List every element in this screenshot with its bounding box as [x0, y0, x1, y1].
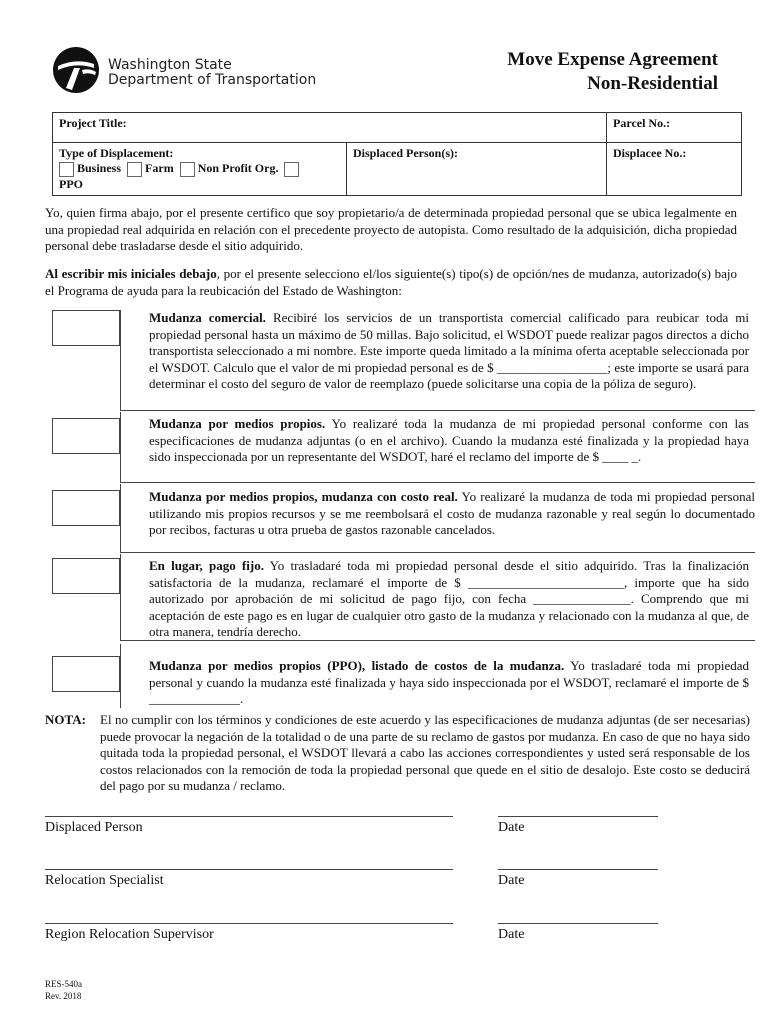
date-line-relocation-specialist[interactable] — [498, 869, 658, 870]
type-label: Type of Displacement: — [59, 146, 174, 160]
ppo-checkbox[interactable] — [284, 162, 299, 177]
project-info-table — [52, 112, 742, 196]
option-3-body: Yo realizaré la mudanza de toda mi propiedad personal utilizando mis propios recursos y se me reembolsará el costo de mudanza razonable y real según lo documentado por recibos, facturas u otra prueba de gastos razonable cancelados. — [149, 489, 755, 537]
option-2-title: Mudanza por medios propios. — [149, 416, 326, 431]
form-number: RES-540a — [45, 979, 82, 989]
option-4-body: Yo trasladaré toda mi propiedad personal desde el sitio adquirido. Tras la finalización satisfactoria de la mudanza, reclamaré el importe de $ ________________________, importe que ha sido autorizado por aprobación de mi solicitud de pago fijo, con fecha _______________. Comprendo que mi aceptación de este pago es en lugar de cualquier otro gasto de la mudanza y relacionado con la mudanza al que, de otra manera, tendría derecho. — [149, 558, 749, 639]
date-label: Date — [498, 820, 525, 835]
intro-paragraph: Yo, quien firma abajo, por el presente certifico que soy propietario/a de determinada propiedad personal que se ubica legalmente en una propiedad real adquirida en relación con el precedente proyecto de autopista. Como resultado de la adquisición, dicha propiedad personal debe trasladarse desde el sitio adquirido. — [45, 205, 737, 253]
parcel-no-label: Parcel No.: — [613, 116, 671, 130]
option-divider — [120, 554, 121, 640]
wsdot-logo-icon — [52, 46, 100, 94]
option-1-title: Mudanza comercial. — [149, 310, 266, 325]
option-5-text — [149, 658, 749, 708]
option-divider — [120, 484, 121, 552]
signature-line-region-supervisor[interactable] — [45, 923, 453, 924]
option-2-text — [149, 416, 749, 466]
date-line-region-supervisor[interactable] — [498, 923, 658, 924]
selection-paragraph — [45, 266, 737, 299]
initials-box-option-2[interactable] — [52, 418, 120, 454]
option-divider — [120, 310, 121, 410]
farm-label: Farm — [145, 161, 174, 175]
initials-box-option-4[interactable] — [52, 558, 120, 594]
displacee-no-label: Displacee No.: — [613, 146, 687, 160]
initials-box-option-1[interactable] — [52, 310, 120, 346]
option-divider — [120, 644, 121, 708]
non-profit-checkbox[interactable] — [180, 162, 195, 177]
date-label: Date — [498, 873, 525, 888]
ppo-label: PPO — [59, 176, 83, 191]
displaced-persons-field[interactable] — [347, 143, 607, 196]
selection-rest: , por el presente selecciono el/los siguiente(s) tipo(s) de opción/nes de mudanza, autorizado(s) bajo el Programa de ayuda para la reubicación del Estado de Washington: — [45, 266, 737, 298]
initials-box-option-3[interactable] — [52, 490, 120, 526]
business-label: Business — [77, 161, 122, 175]
option-3-text — [149, 489, 755, 539]
agency-line-2: Department of Transportation — [108, 72, 317, 88]
agency-name — [108, 58, 316, 88]
relocation-specialist-label: Relocation Specialist — [45, 873, 164, 888]
option-3-title: Mudanza por medios propios, mudanza con costo real. — [149, 489, 458, 504]
type-of-displacement-field — [53, 143, 347, 196]
displacee-no-field[interactable] — [607, 143, 742, 196]
selection-bold: Al escribir mis iniciales debajo — [45, 266, 217, 281]
agency-line-1: Washington State — [108, 57, 232, 73]
option-4-title: En lugar, pago fijo. — [149, 558, 264, 573]
option-divider — [120, 552, 755, 553]
signature-line-relocation-specialist[interactable] — [45, 869, 453, 870]
option-4-text — [149, 558, 749, 641]
form-revision: Rev. 2018 — [45, 991, 82, 1001]
parcel-no-field[interactable] — [607, 113, 742, 143]
option-1-text — [149, 310, 749, 393]
option-1-body: Recibiré los servicios de un transportista comercial calificado para reubicar toda mi propiedad personal hasta un máximo de 50 millas. Bajo solicitud, el WSDOT puede realizar pagos directos a dicho transportista seleccionado a mi nombre. Este importe queda limitado a la mínima oferta aceptable seleccionada por el WSDOT. Calculo que el valor de mi propiedad personal es de $ _________________; este importe se usará para determinar el costo del seguro de valor de reemplazo (puede solicitarse una copia de la póliza de seguro). — [149, 310, 749, 391]
option-divider — [120, 412, 121, 482]
option-divider — [120, 410, 755, 411]
nota-label: NOTA: — [45, 712, 86, 727]
option-5-title: Mudanza por medios propios (PPO), listado de costos de la mudanza. — [149, 658, 565, 673]
date-line-displaced-person[interactable] — [498, 816, 658, 817]
date-label: Date — [498, 927, 525, 942]
project-title-label: Project Title: — [59, 116, 127, 130]
business-checkbox[interactable] — [59, 162, 74, 177]
document-title — [507, 48, 718, 96]
title-line-1: Move Expense Agreement — [507, 49, 718, 70]
signature-line-displaced-person[interactable] — [45, 816, 453, 817]
nota-text: El no cumplir con los términos y condiciones de este acuerdo y las especificaciones de mudanza adjuntas (de ser necesarias) puede provocar la negación de la totalidad o de una parte de su reclamo de gastos por mudanza. En caso de que no haya sido quitada toda la propiedad personal, el WSDOT llevará a cabo las acciones correspondientes y usted será responsable de los costos relacionados con la remoción de toda la propiedad personal que quede en el sitio de desalojo. Este costo se deducirá del pago por su mudanza / reclamo. — [100, 712, 750, 793]
option-divider — [120, 482, 755, 483]
farm-checkbox[interactable] — [127, 162, 142, 177]
title-line-2: Non-Residential — [587, 73, 718, 94]
region-relocation-supervisor-label: Region Relocation Supervisor — [45, 927, 214, 942]
initials-box-option-5[interactable] — [52, 656, 120, 692]
project-title-field[interactable] — [53, 113, 607, 143]
option-5-body: Yo trasladaré toda mi propiedad personal y cuando la mudanza esté finalizada y haya sido inspeccionada por el WSDOT, reclamaré el importe de $ ______________. — [149, 658, 749, 706]
option-2-body: Yo realizaré toda la mudanza de mi propiedad personal conforme con las especificaciones de mudanza adjuntas (o en el archivo). Cuando la mudanza esté finalizada y la propiedad haya sido inspeccionada por un representante del WSDOT, haré el reclamo del importe de $ ____ _. — [149, 416, 749, 464]
non-profit-label: Non Profit Org. — [197, 161, 279, 175]
form-footer — [45, 978, 82, 1002]
displaced-persons-label: Displaced Person(s): — [353, 146, 458, 160]
displaced-person-label: Displaced Person — [45, 820, 143, 835]
